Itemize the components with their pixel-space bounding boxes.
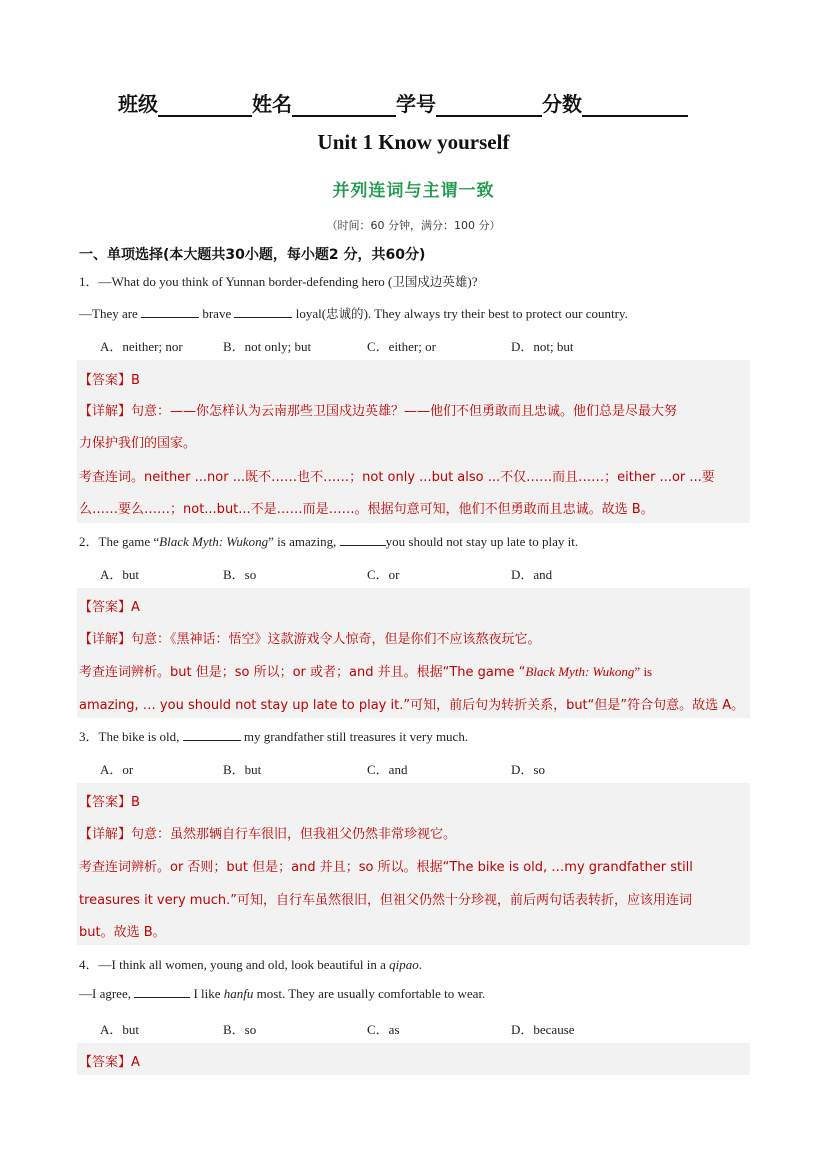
answer-box-4 <box>77 1043 750 1075</box>
option-a[interactable]: A．neither; nor <box>100 339 183 354</box>
option-d[interactable]: D．so <box>511 762 545 777</box>
answer-4: 【答案】A <box>79 1055 140 1070</box>
explanation-2-line-2: 考查连词辨析。but 但是；so 所以；or 或者；and 并且。根据“The game “Black Myth: Wukong” is <box>79 664 653 680</box>
explanation-1-line-3: 考查连词。neither ...nor ...既不……也不……；not only ...but also ...不仅……而且……；either ...or ...要 <box>79 470 715 485</box>
option-a[interactable]: A．but <box>100 567 140 582</box>
option-a[interactable]: A．but <box>100 1022 140 1037</box>
page-title: Unit 1 Know yourself <box>317 130 510 154</box>
id-blank[interactable] <box>436 95 542 117</box>
option-a[interactable]: A．or <box>100 762 134 777</box>
explanation-3-line-3: treasures it very much.”可知，自行车虽然很旧，但祖父仍然十分珍视，前后两句话表转折，应该用连词 <box>79 893 692 908</box>
answer-1: 【答案】B <box>79 373 140 388</box>
answer-2: 【答案】A <box>79 600 140 615</box>
question-1-blank-2[interactable] <box>234 306 292 318</box>
section-heading: 一、单项选择(本大题共30小题，每小题2 分，共60分) <box>79 247 426 263</box>
time-info: （时间：60 分钟，满分：100 分） <box>326 219 501 232</box>
option-c[interactable]: C．and <box>367 762 408 777</box>
class-label: 班级 <box>118 92 158 116</box>
score-blank[interactable] <box>582 95 688 117</box>
question-2-line-1: 2．The game “Black Myth: Wukong” is amazing, you should not stay up late to play it. <box>79 534 579 549</box>
explanation-2-line-1: 【详解】句意：《黑神话：悟空》这款游戏令人惊奇，但是你们不应该熬夜玩它。 <box>79 632 541 647</box>
question-1-blank-1[interactable] <box>141 306 199 318</box>
name-blank[interactable] <box>292 95 396 117</box>
class-blank[interactable] <box>158 95 252 117</box>
option-c[interactable]: C．as <box>367 1022 400 1037</box>
score-label: 分数 <box>542 92 582 116</box>
option-b[interactable]: B．not only; but <box>223 339 312 354</box>
option-c[interactable]: C．or <box>367 567 400 582</box>
option-b[interactable]: B．so <box>223 567 257 582</box>
explanation-1-line-4: 么……要么……；not...but...不是……而是……。根据句意可知，他们不但勇敢而且忠诚。故选 B。 <box>79 502 654 517</box>
question-2-blank[interactable] <box>340 534 386 546</box>
question-4-blank[interactable] <box>134 986 190 998</box>
question-1-line-2: —They are brave loyal(忠诚的). They always try their best to protect our country. <box>79 306 628 321</box>
explanation-1-line-1: 【详解】句意：——你怎样认为云南那些卫国戍边英雄？——他们不但勇敢而且忠诚。他们总是尽最大努 <box>79 404 678 419</box>
question-4-line-1: 4．—I think all women, young and old, look beautiful in a qipao. <box>79 957 423 972</box>
name-label: 姓名 <box>252 92 292 116</box>
option-d[interactable]: D．and <box>511 567 553 582</box>
question-3-line-1: 3．The bike is old, my grandfather still treasures it very much. <box>79 729 469 744</box>
question-4-line-2: —I agree, I like hanfu most. They are usually comfortable to wear. <box>79 986 486 1001</box>
explanation-3-line-4: but。故选 B。 <box>79 925 166 940</box>
option-d[interactable]: D．because <box>511 1022 575 1037</box>
student-info-header <box>118 88 718 117</box>
explanation-2-line-3: amazing, … you should not stay up late to play it.”可知，前后句为转折关系，but“但是”符合句意。故选 A。 <box>79 698 745 713</box>
question-3-blank[interactable] <box>183 729 241 741</box>
question-1-line-1: 1．—What do you think of Yunnan border-defending hero (卫国戍边英雄)? <box>79 274 478 289</box>
id-label: 学号 <box>396 92 436 116</box>
explanation-3-line-2: 考查连词辨析。or 否则；but 但是；and 并且；so 所以。根据“The bike is old, …my grandfather still <box>79 860 693 875</box>
page-subtitle: 并列连词与主谓一致 <box>332 181 495 201</box>
explanation-1-line-2: 力保护我们的国家。 <box>79 436 197 451</box>
option-c[interactable]: C．either; or <box>367 339 436 354</box>
answer-3: 【答案】B <box>79 795 140 810</box>
explanation-3-line-1: 【详解】句意：虽然那辆自行车很旧，但我祖父仍然非常珍视它。 <box>79 827 457 842</box>
option-b[interactable]: B．but <box>223 762 262 777</box>
option-b[interactable]: B．so <box>223 1022 257 1037</box>
option-d[interactable]: D．not; but <box>511 339 574 354</box>
